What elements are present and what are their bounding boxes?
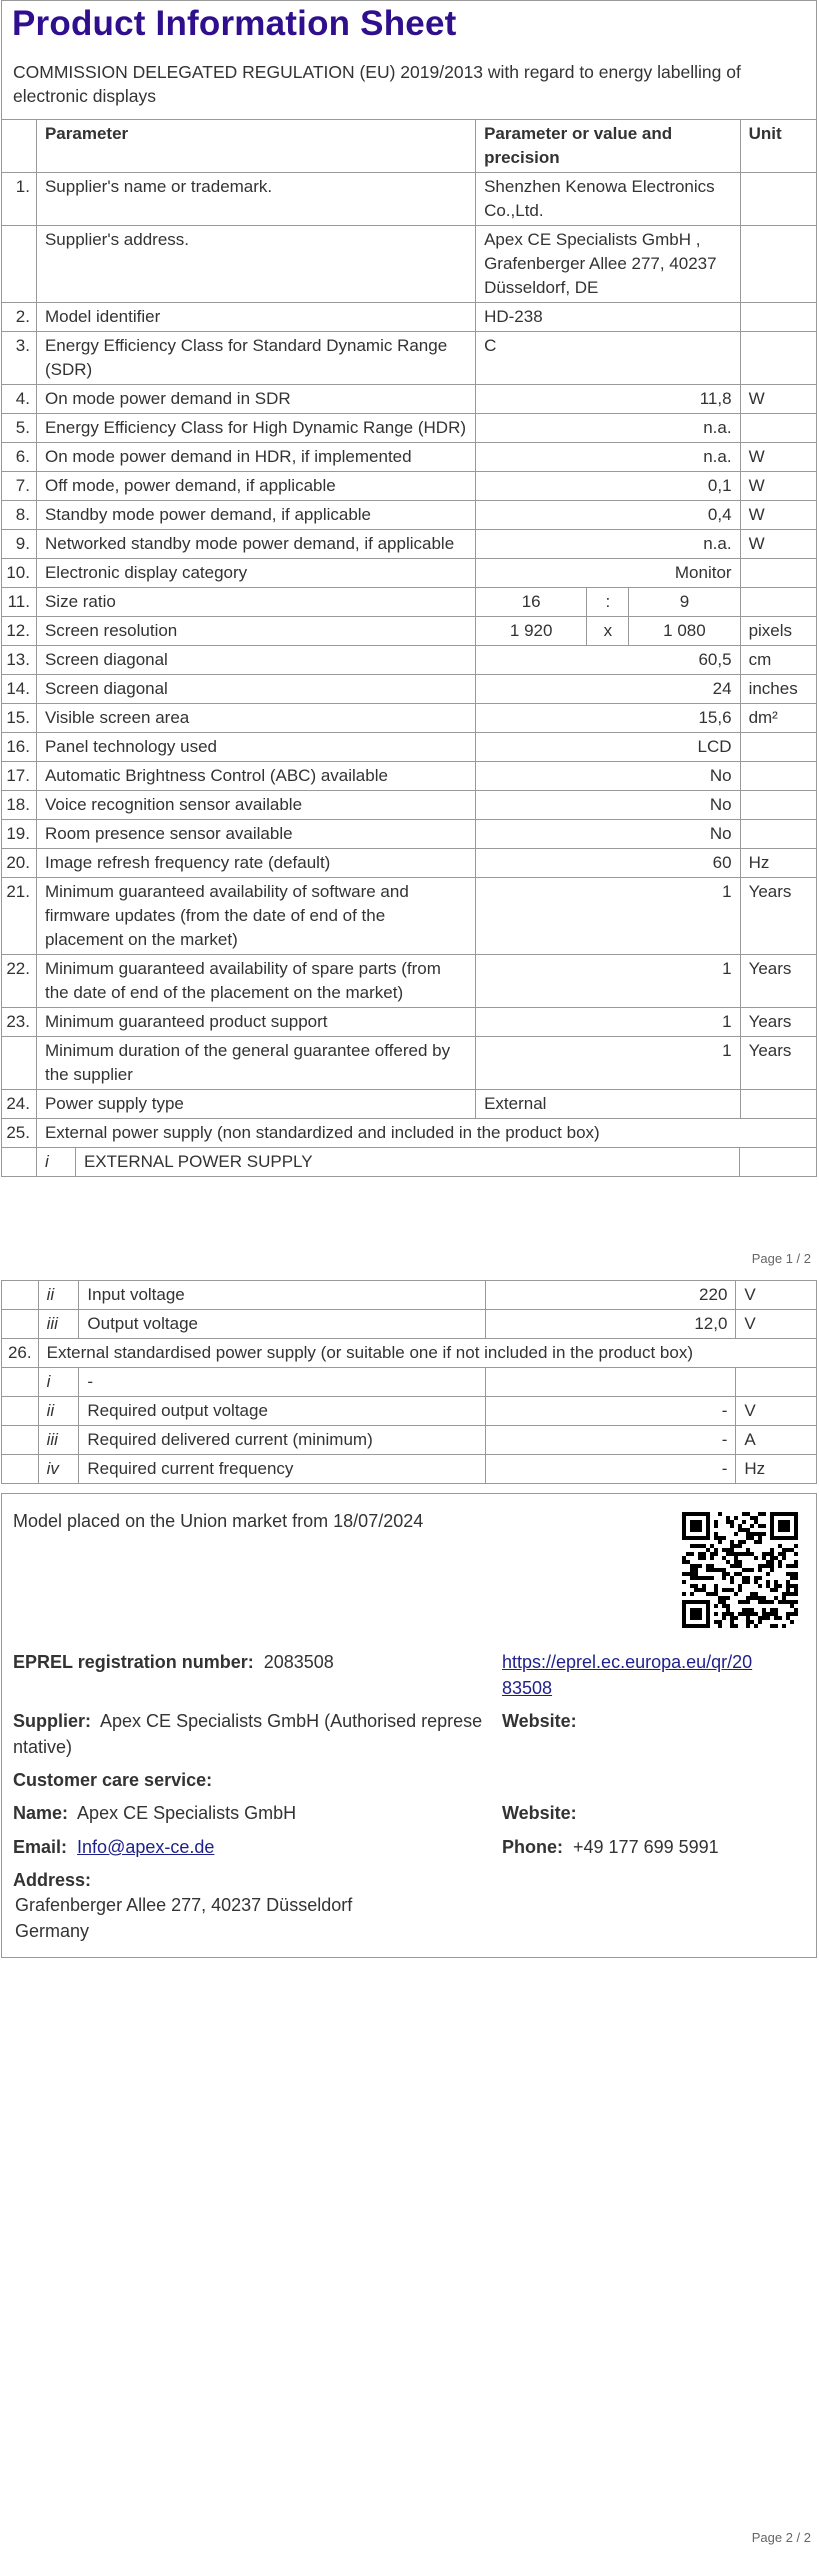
table-row [2, 588, 817, 617]
table-row [2, 675, 817, 704]
address-block [15, 1892, 352, 1944]
row-value: 1 [476, 1008, 740, 1037]
sub-unit: A [736, 1426, 817, 1455]
row-unit: pixels [740, 617, 816, 646]
row-number-empty [2, 1426, 39, 1455]
row-value: 60 [476, 849, 740, 878]
row-number: 1. [2, 173, 37, 226]
row-unit: Hz [740, 849, 816, 878]
row-value: n.a. [476, 414, 740, 443]
table-row [2, 849, 817, 878]
row-value: 15,6 [476, 704, 740, 733]
table-row [2, 303, 817, 332]
sub-unit: Hz [736, 1455, 817, 1484]
table-row [2, 617, 817, 646]
sub-value: - [486, 1455, 736, 1484]
email-link[interactable]: Info@apex-ce.de [77, 1837, 215, 1857]
table-row [2, 878, 817, 955]
row-parameter: Screen resolution [36, 617, 475, 646]
phone-row [502, 1834, 719, 1860]
address-label: Address: [13, 1870, 92, 1890]
row-value: No [476, 762, 740, 791]
name-label: Name: [13, 1803, 69, 1823]
row-value: LCD [476, 733, 740, 762]
row-number-empty [2, 1310, 39, 1339]
row-parameter: Energy Efficiency Class for Standard Dynamic Range (SDR) [36, 332, 475, 385]
row-unit: Years [740, 1037, 816, 1090]
row-value: Shenzhen Kenowa Electronics Co.,Ltd. [476, 173, 740, 226]
table-row [2, 704, 817, 733]
table-row [2, 1368, 817, 1397]
market-date-text: Model placed on the Union market from 18/07/2024 [13, 1511, 424, 1531]
row-unit: W [740, 385, 816, 414]
row-parameter: Supplier's name or trademark. [36, 173, 475, 226]
row-value: Apex CE Specialists GmbH , Grafenberger Allee 277, 40237 Düsseldorf, DE [476, 226, 740, 303]
table-row [2, 443, 817, 472]
parameters-table [1, 119, 817, 1177]
header-box [1, 0, 817, 119]
row-parameter: Minimum guaranteed availability of software and firmware updates (from the date of end of the placement on the market) [36, 878, 475, 955]
row-value: HD-238 [476, 303, 740, 332]
table-row [2, 501, 817, 530]
sub-label: Output voltage [79, 1310, 486, 1339]
eprel-url-line1[interactable]: https://eprel.ec.europa.eu/qr/20 [502, 1652, 753, 1672]
row-number: 14. [2, 675, 37, 704]
table-row [2, 733, 817, 762]
address-line-2: Germany [15, 1921, 90, 1941]
row-number: 2. [2, 303, 37, 332]
page-footer-2: Page 2 / 2 [751, 2530, 811, 2545]
header-unit: Unit [740, 120, 816, 173]
row-unit [740, 303, 816, 332]
table-row [2, 1119, 817, 1148]
row-unit [740, 820, 816, 849]
table-row [2, 1090, 817, 1119]
row-number: 3. [2, 332, 37, 385]
row-number: 9. [2, 530, 37, 559]
table-row [2, 332, 817, 385]
table-row [2, 1281, 817, 1310]
row-value: 60,5 [476, 646, 740, 675]
table-row [2, 1310, 817, 1339]
sub-index: iii [38, 1426, 79, 1455]
row-parameter: Networked standby mode power demand, if applicable [36, 530, 475, 559]
sub-label: Required delivered current (minimum) [79, 1426, 486, 1455]
row-unit: Years [740, 878, 816, 955]
sub-unit [740, 1148, 817, 1176]
row-parameter: Model identifier [36, 303, 475, 332]
email-label: Email: [13, 1837, 68, 1857]
row-parameter: Minimum duration of the general guarantee offered by the supplier [36, 1037, 475, 1090]
row-parameter: Visible screen area [36, 704, 475, 733]
header-parameter: Parameter [36, 120, 475, 173]
row-unit [740, 226, 816, 303]
row-value-part1: 16 [476, 588, 587, 617]
row-parameter: Size ratio [36, 588, 475, 617]
name-value: Apex CE Specialists GmbH [77, 1803, 297, 1823]
row-unit [740, 733, 816, 762]
row-parameter: Power supply type [36, 1090, 475, 1119]
sub-unit: V [736, 1310, 817, 1339]
row-parameter: Image refresh frequency rate (default) [36, 849, 475, 878]
row-unit: W [740, 530, 816, 559]
row-value: Monitor [476, 559, 740, 588]
table-header-row [2, 120, 817, 173]
sub-label: Required current frequency [79, 1455, 486, 1484]
row-parameter: Screen diagonal [36, 646, 475, 675]
eprel-url-line2[interactable]: 83508 [502, 1678, 553, 1698]
row-value: 1 [476, 878, 740, 955]
row-parameter: Room presence sensor available [36, 820, 475, 849]
row-parameter: Panel technology used [36, 733, 475, 762]
parameters-table-continued [1, 1280, 817, 1484]
sub-index: ii [38, 1281, 79, 1310]
row-section-title: External power supply (non standardized and included in the product box) [36, 1119, 816, 1148]
row-number: 22. [2, 955, 37, 1008]
row-value: 0,4 [476, 501, 740, 530]
row-number-empty [2, 1148, 37, 1177]
sub-value [486, 1368, 736, 1397]
table-row [2, 559, 817, 588]
row-parameter: On mode power demand in SDR [36, 385, 475, 414]
row-value: 1 [476, 1037, 740, 1090]
table-row [2, 1455, 817, 1484]
website-label-2: Website: [502, 1803, 577, 1823]
sub-unit [736, 1368, 817, 1397]
sub-value: - [486, 1397, 736, 1426]
row-parameter: Electronic display category [36, 559, 475, 588]
row-value: n.a. [476, 530, 740, 559]
row-number: 23. [2, 1008, 37, 1037]
row-value-separator: x [587, 617, 629, 646]
row-parameter: Off mode, power demand, if applicable [36, 472, 475, 501]
table-row [2, 226, 817, 303]
row-value-part2: 9 [629, 588, 740, 617]
sub-index: i [37, 1148, 76, 1176]
sub-row-container [36, 1148, 816, 1177]
row-number [2, 1037, 37, 1090]
row-section-title: External standardised power supply (or suitable one if not included in the product box) [38, 1339, 816, 1368]
row-unit [740, 414, 816, 443]
table-row [2, 955, 817, 1008]
row-unit [740, 588, 816, 617]
row-number: 6. [2, 443, 37, 472]
row-parameter: Minimum guaranteed availability of spare parts (from the date of end of the placement on the market) [36, 955, 475, 1008]
supplier-label: Supplier: [13, 1711, 92, 1731]
row-unit: Years [740, 955, 816, 1008]
row-value-separator: : [587, 588, 629, 617]
row-number-empty [2, 1455, 39, 1484]
row-value: n.a. [476, 443, 740, 472]
table-row [2, 385, 817, 414]
table-row [2, 1148, 817, 1177]
sub-label: - [79, 1368, 486, 1397]
row-unit [740, 791, 816, 820]
row-number: 7. [2, 472, 37, 501]
row-number: 25. [2, 1119, 37, 1148]
table-row [2, 1008, 817, 1037]
sub-value: - [486, 1426, 736, 1455]
address-line-1: Grafenberger Allee 277, 40237 Düsseldorf [15, 1895, 353, 1915]
row-value: External [476, 1090, 740, 1119]
row-number: 4. [2, 385, 37, 414]
name-row [13, 1800, 296, 1826]
table-row [2, 762, 817, 791]
customer-care-heading: Customer care service: [13, 1770, 213, 1790]
page-title: Product Information Sheet [12, 4, 457, 43]
row-number: 20. [2, 849, 37, 878]
row-parameter: Minimum guaranteed product support [36, 1008, 475, 1037]
row-unit [740, 332, 816, 385]
table-row [2, 646, 817, 675]
supplier-value-1: Apex CE Specialists GmbH (Authorised represe [100, 1711, 483, 1731]
sub-index: i [38, 1368, 79, 1397]
table-row [2, 1037, 817, 1090]
sub-value: 12,0 [486, 1310, 736, 1339]
row-unit: inches [740, 675, 816, 704]
qr-code-icon[interactable] [682, 1512, 798, 1628]
sub-label: EXTERNAL POWER SUPPLY [75, 1148, 739, 1176]
row-number: 12. [2, 617, 37, 646]
row-value-part1: 1 920 [476, 617, 587, 646]
row-number: 16. [2, 733, 37, 762]
row-number: 8. [2, 501, 37, 530]
row-parameter: Screen diagonal [36, 675, 475, 704]
row-parameter: On mode power demand in HDR, if implemented [36, 443, 475, 472]
page-footer: Page 1 / 2 [751, 1251, 811, 1266]
row-value: No [476, 791, 740, 820]
row-number-empty [2, 1368, 39, 1397]
row-value-part2: 1 080 [629, 617, 740, 646]
row-number [2, 226, 37, 303]
supplier-info-card [1, 1493, 817, 1958]
row-parameter: Automatic Brightness Control (ABC) available [36, 762, 475, 791]
row-number-empty [2, 1397, 39, 1426]
row-number: 21. [2, 878, 37, 955]
sub-index: ii [38, 1397, 79, 1426]
row-parameter: Supplier's address. [36, 226, 475, 303]
row-parameter: Voice recognition sensor available [36, 791, 475, 820]
header-num-cell [2, 120, 37, 173]
row-unit: Years [740, 1008, 816, 1037]
table-row [2, 530, 817, 559]
eprel-number: 2083508 [263, 1652, 334, 1672]
row-unit [740, 1090, 816, 1119]
row-value: C [476, 332, 740, 385]
regulation-subtitle: COMMISSION DELEGATED REGULATION (EU) 2019/2013 with regard to energy labelling of electronic displays [13, 62, 741, 106]
website-label: Website: [502, 1711, 577, 1731]
row-value: 0,1 [476, 472, 740, 501]
sub-index: iii [38, 1310, 79, 1339]
row-number: 15. [2, 704, 37, 733]
row-number-empty [2, 1281, 39, 1310]
row-value: 1 [476, 955, 740, 1008]
header-value: Parameter or value and precision [476, 120, 740, 173]
eprel-label: EPREL registration number: [13, 1652, 254, 1672]
table-row [2, 1339, 817, 1368]
row-value: No [476, 820, 740, 849]
row-unit: cm [740, 646, 816, 675]
row-parameter: Energy Efficiency Class for High Dynamic Range (HDR) [36, 414, 475, 443]
table-row [2, 414, 817, 443]
row-parameter: Standby mode power demand, if applicable [36, 501, 475, 530]
row-number: 18. [2, 791, 37, 820]
row-number: 13. [2, 646, 37, 675]
row-number: 5. [2, 414, 37, 443]
email-row [13, 1834, 214, 1860]
phone-value: +49 177 699 5991 [573, 1837, 719, 1857]
row-unit: W [740, 472, 816, 501]
row-number: 24. [2, 1090, 37, 1119]
row-value: 11,8 [476, 385, 740, 414]
supplier-row [13, 1708, 483, 1760]
sub-label: Required output voltage [79, 1397, 486, 1426]
phone-label: Phone: [502, 1837, 563, 1857]
sub-unit: V [736, 1397, 817, 1426]
sub-unit: V [736, 1281, 817, 1310]
row-number: 26. [2, 1339, 39, 1368]
row-unit: W [740, 501, 816, 530]
table-row [2, 472, 817, 501]
row-number: 10. [2, 559, 37, 588]
sub-value: 220 [486, 1281, 736, 1310]
sub-label: Input voltage [79, 1281, 486, 1310]
row-unit [740, 762, 816, 791]
row-value: 24 [476, 675, 740, 704]
table-row [2, 820, 817, 849]
table-row [2, 1397, 817, 1426]
supplier-value-2: ntative) [13, 1737, 73, 1757]
row-unit [740, 173, 816, 226]
row-number: 19. [2, 820, 37, 849]
row-unit: dm² [740, 704, 816, 733]
sub-index: iv [38, 1455, 79, 1484]
table-row [2, 1426, 817, 1455]
table-row [2, 173, 817, 226]
row-number: 17. [2, 762, 37, 791]
row-unit: W [740, 443, 816, 472]
eprel-link[interactable] [502, 1649, 752, 1701]
table-row [2, 791, 817, 820]
eprel-registration [13, 1649, 334, 1675]
row-number: 11. [2, 588, 37, 617]
row-unit [740, 559, 816, 588]
